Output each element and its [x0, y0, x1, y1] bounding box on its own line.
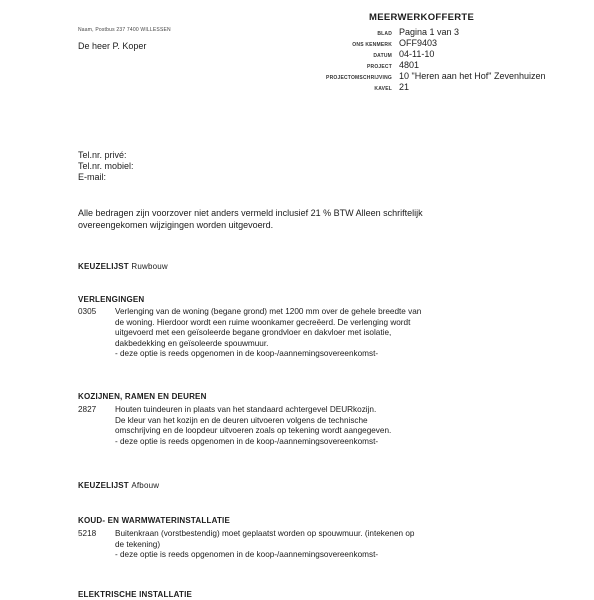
option-description [115, 307, 498, 360]
sender-address-line: Naam, Postbus 237 7400 WILLESSEN [78, 27, 171, 33]
meta-row-project [300, 59, 590, 70]
option-item-kozijn [78, 405, 498, 447]
meta-label: BLAD [377, 31, 392, 37]
section-keuzelijst-afbouw [78, 481, 159, 490]
section-title: KEUZELIJST [78, 262, 129, 271]
phone-private-label: Tel.nr. privé: [78, 150, 127, 160]
meta-row-blad [300, 26, 590, 37]
meta-row-omschrijving [300, 70, 590, 81]
option-code: 2827 [78, 405, 97, 414]
meta-value: 21 [399, 82, 410, 92]
option-description [115, 405, 498, 447]
option-line: dakbedekking en geïsoleerde spouwmuur. [115, 338, 269, 348]
meta-row-kavel [300, 81, 590, 92]
meta-label: DATUM [373, 53, 392, 59]
option-code: 5218 [78, 529, 97, 538]
meta-label: PROJECTOMSCHRIJVING [326, 75, 392, 81]
option-item-buitenkraan [78, 529, 498, 561]
phone-mobile-label: Tel.nr. mobiel: [78, 161, 134, 171]
option-line: Verlenging van de woning (begane grond) met 1200 mm over de gehele breedte van [115, 307, 422, 316]
meta-label: ONS KENMERK [352, 42, 392, 48]
option-code: 0305 [78, 307, 97, 316]
section-keuzelijst-ruwbouw [78, 262, 168, 271]
section-elektrisch: ELEKTRISCHE INSTALLATIE [78, 590, 193, 599]
option-line: Buitenkraan (vorstbestendig) moet geplaatst worden op spouwmuur. (intekenen op [115, 529, 415, 538]
option-note: - deze optie is reeds opgenomen in de koop-/aannemingsovereenkomst- [115, 436, 379, 446]
meta-row-datum [300, 48, 590, 59]
meta-label: KAVEL [374, 86, 392, 92]
intro-paragraph: Alle bedragen zijn voorzover niet anders vermeld inclusief 21 % BTW Alleen schriftelijk overeengekomen wijzigingen worden uitgevoerd. [78, 208, 423, 230]
option-line: de woning. Hierdoor wordt een ruime woonkamer gecreëerd. De verlenging wordt [115, 317, 411, 327]
contact-block [78, 150, 134, 183]
addressee-name: De heer P. Koper [78, 41, 147, 51]
section-verlengingen: VERLENGINGEN [78, 295, 145, 304]
section-warmwater: KOUD- EN WARMWATERINSTALLATIE [78, 516, 231, 525]
meta-label: PROJECT [366, 64, 392, 70]
option-item-verlenging [78, 307, 498, 360]
meta-row-kenmerk [300, 37, 590, 48]
meta-value: 4801 [399, 60, 420, 70]
option-note: - deze optie is reeds opgenomen in de koop-/aannemingsovereenkomst- [115, 550, 379, 560]
section-subtitle: Ruwbouw [131, 262, 168, 271]
meta-value: 04-11-10 [399, 49, 435, 59]
meta-value: OFF9403 [399, 38, 438, 48]
section-kozijnen: KOZIJNEN, RAMEN EN DEUREN [78, 392, 207, 401]
option-line: de tekening) [115, 539, 161, 549]
option-description [115, 529, 498, 561]
option-note: - deze optie is reeds opgenomen in de koop-/aannemingsovereenkomst- [115, 349, 379, 359]
meta-value: Pagina 1 van 3 [399, 27, 460, 37]
option-line: De kleur van het kozijn en de deuren uitvoeren volgens de technische [115, 415, 368, 425]
document-title: MEERWERKOFFERTE [369, 12, 475, 23]
document-meta-table [300, 26, 590, 92]
option-line: omschrijving en de loopdeur uitvoeren zoals op tekening wordt aangegeven. [115, 426, 392, 436]
section-title: KEUZELIJST [78, 481, 129, 490]
option-line: Houten tuindeuren in plaats van het standaard achtergevel DEURkozijn. [115, 405, 377, 414]
option-line: uitgevoerd met een geïsoleerde begane grondvloer en dakvloer met isolatie, [115, 328, 392, 338]
email-label: E-mail: [78, 172, 107, 182]
meta-value: 10 "Heren aan het Hof" Zevenhuizen [399, 71, 546, 81]
section-subtitle: Afbouw [131, 481, 160, 490]
